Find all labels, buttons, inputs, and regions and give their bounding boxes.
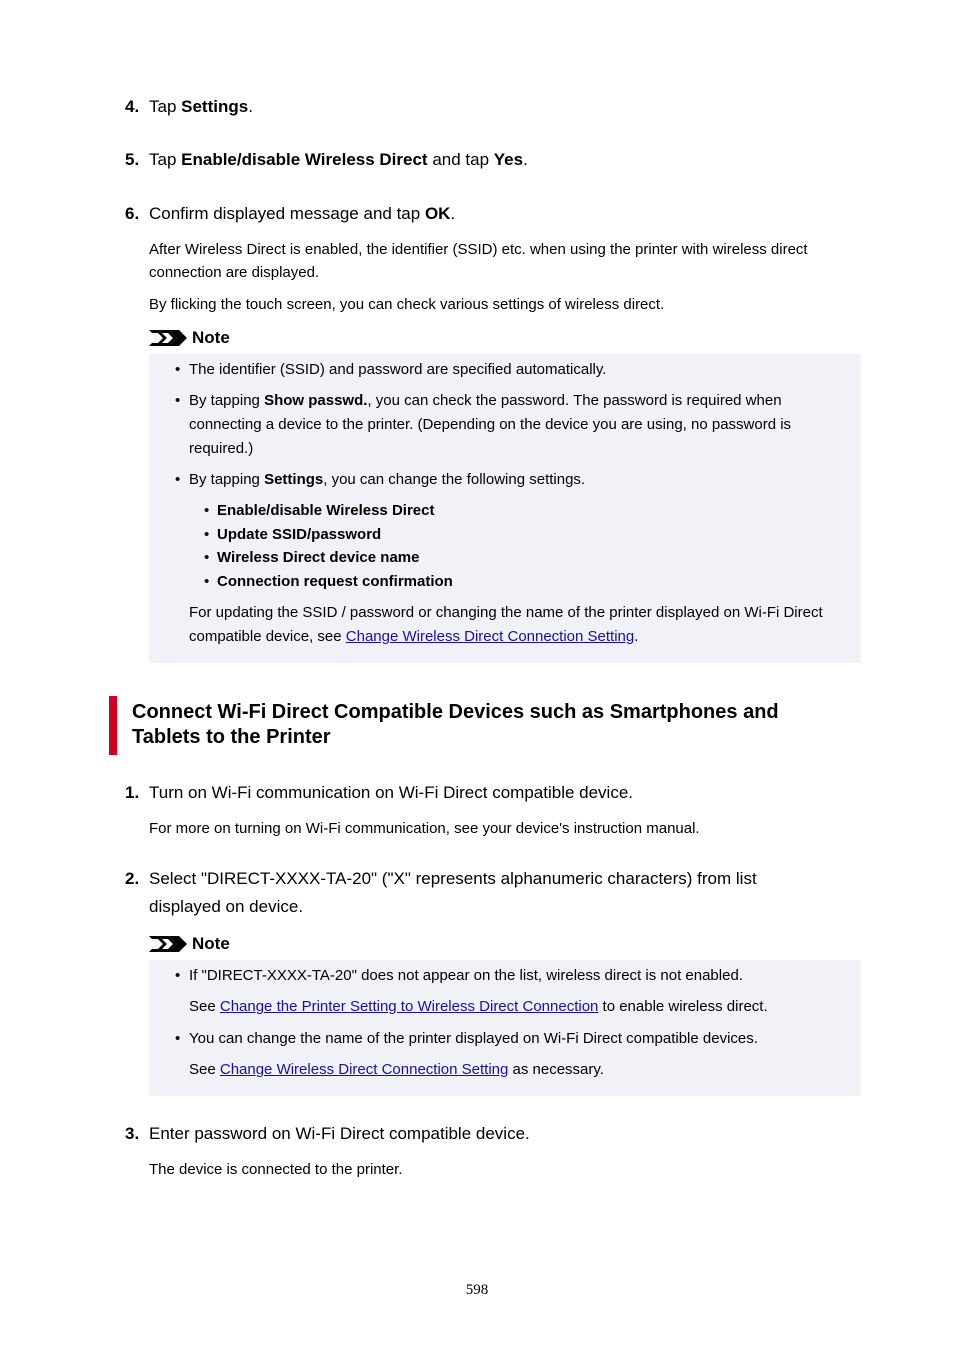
paragraph-flick-info: By flicking the touch screen, you can check various settings of wireless direct. — [149, 296, 665, 313]
step-text: Enter password on Wi-Fi Direct compatible device. — [149, 1124, 530, 1143]
step-number: 1. — [125, 783, 140, 802]
step-text: Tap Enable/disable Wireless Direct and tap Yes. — [149, 150, 528, 169]
paragraph-connected: The device is connected to the printer. — [149, 1161, 403, 1178]
note-arrows-icon — [149, 330, 187, 346]
step-text: Select "DIRECT-XXXX-TA-20" ("X" represents alphanumeric characters) from list displayed on device. — [149, 869, 757, 916]
step-text: Turn on Wi-Fi communication on Wi-Fi Direct compatible device. — [149, 783, 634, 802]
paragraph-wifi-manual: For more on turning on Wi-Fi communication, see your device's instruction manual. — [149, 820, 700, 837]
step-number: 3. — [125, 1124, 140, 1143]
paragraph-ssid-info: After Wireless Direct is enabled, the identifier (SSID) etc. when using the printer with wireless direct connection are displayed. — [149, 241, 808, 281]
step-number: 5. — [125, 150, 140, 169]
step-number: 2. — [125, 869, 140, 888]
step-number: 4. — [125, 97, 140, 116]
change-printer-setting-link[interactable]: Change the Printer Setting to Wireless Direct Connection — [219, 998, 599, 1015]
step-text: Confirm displayed message and tap OK. — [149, 204, 456, 223]
note-label: Note — [192, 328, 230, 347]
change-connection-setting-link[interactable]: Change Wireless Direct Connection Setting — [345, 628, 635, 645]
change-connection-setting-link[interactable]: Change Wireless Direct Connection Setting — [219, 1061, 509, 1078]
step-text: Tap Settings. — [149, 97, 253, 116]
heading-accent-bar — [109, 696, 117, 755]
page-number: 598 — [465, 1282, 489, 1298]
step-number: 6. — [125, 204, 140, 223]
note-arrows-icon — [149, 936, 187, 952]
section-heading: Connect Wi-Fi Direct Compatible Devices such as Smartphones and Tablets to the Printer — [132, 701, 779, 748]
note-label: Note — [192, 934, 230, 953]
